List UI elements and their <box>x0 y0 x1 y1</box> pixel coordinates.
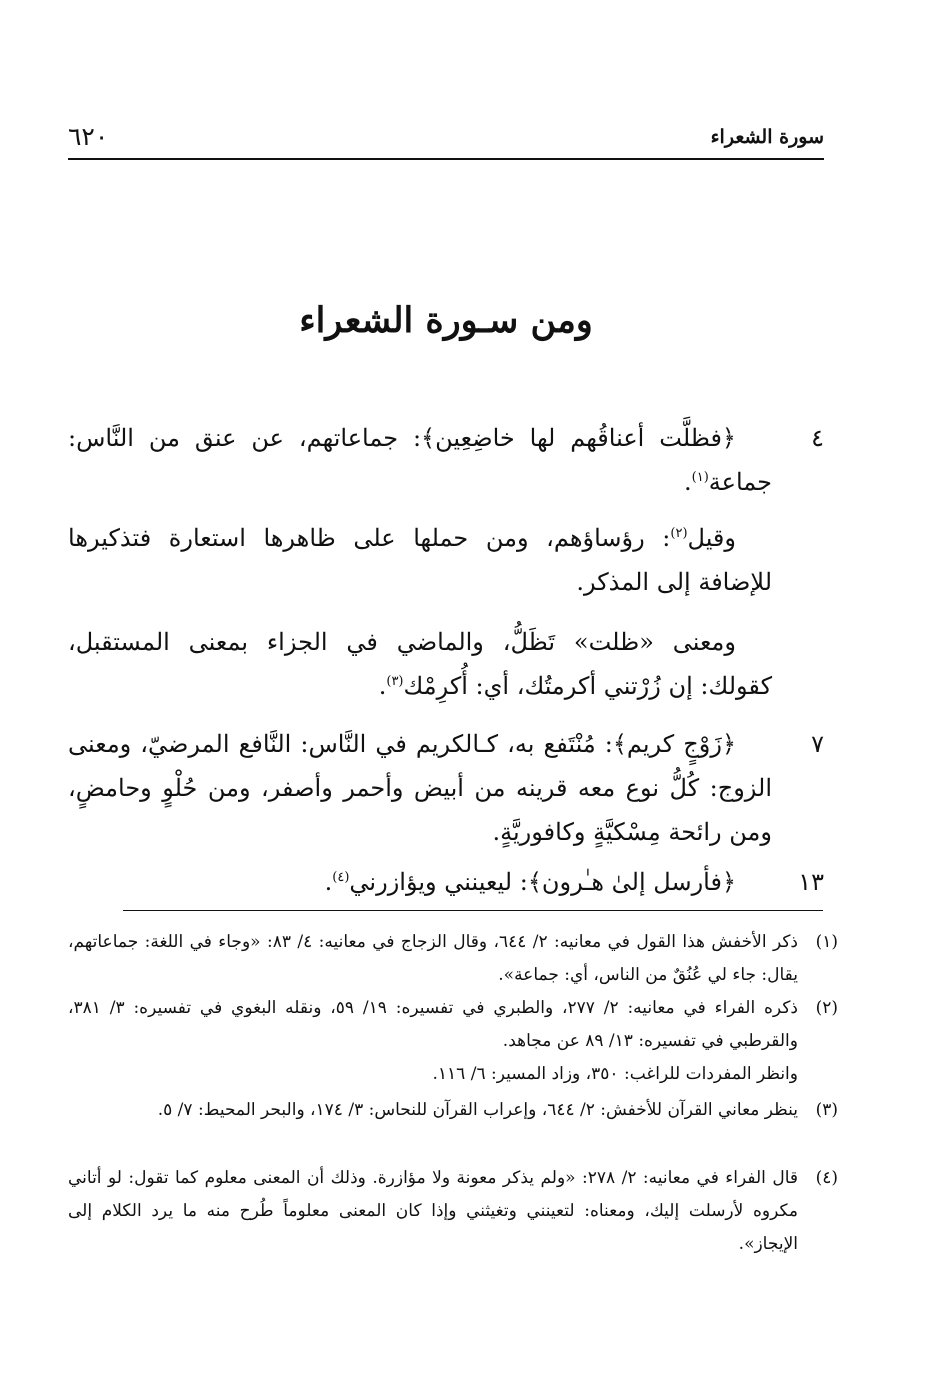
verse-entry-4 <box>68 416 824 504</box>
running-header <box>68 118 824 160</box>
footnote-2 <box>68 992 838 1091</box>
paragraph-text: ومعنى «ظلت» تَظَلُّ، والماضي في الجزاء بمعنى المستقبل، كقولك: إن زُرْتني أكرمتُك، أي: أُكرِمْك <box>68 628 772 700</box>
footnote-continuation: وانظر المفردات للراغب: ٣٥٠، وزاد المسير: ٦/ ١١٦. <box>432 1064 798 1084</box>
commentary-paragraph <box>68 620 772 708</box>
footnote-4 <box>68 1162 838 1261</box>
commentary-text: ﴿فأرسل إلىٰ هـٰرون﴾: ليعينني ويؤازرني <box>349 868 736 896</box>
verse-commentary <box>68 860 772 904</box>
footnote-body: ذكره الفراء في معانيه: ٢/ ٢٧٧، والطبري في تفسيره: ١٩/ ٥٩، ونقله البغوي في تفسيره: ٣/ ٣٨١، والقرطبي في تفسيره: ١٣/ ٨٩ عن مجاهد. <box>68 998 798 1051</box>
commentary-paragraph <box>68 516 772 604</box>
verse-entry-7 <box>68 722 824 854</box>
footnote-3 <box>68 1094 838 1127</box>
footnote-text <box>68 992 798 1091</box>
footnote-separator <box>123 910 823 911</box>
verse-number: ٧ <box>811 730 824 758</box>
footnote-text: ذكر الأخفش هذا القول في معانيه: ٢/ ٦٤٤، وقال الزجاج في معانيه: ٤/ ٨٣: «وجاء في اللغة: جماعاتهم، يقال: جاء لي عُنُقٌ من الناس، أي: جماعة». <box>68 932 798 985</box>
sentence-end: . <box>684 468 692 496</box>
verse-entry-13 <box>68 860 824 904</box>
footnote-number: (٢) <box>815 998 838 1018</box>
surah-heading: ومن سـورة الشعراء <box>299 300 593 341</box>
footnote-ref: (٤) <box>332 870 350 885</box>
page-number: ٦٢٠ <box>68 122 109 151</box>
footnote-ref: (٣) <box>386 674 404 689</box>
commentary-text: ﴿فظلَّت أعناقُهم لها خاضِعِين﴾: جماعاتهم، عن عنق من النَّاس: جماعة <box>68 424 772 496</box>
sentence-end: . <box>324 868 333 896</box>
paragraph-lead: وقيل <box>687 524 736 552</box>
footnote-1 <box>68 926 838 992</box>
footnote-text: قال الفراء في معانيه: ٢/ ٢٧٨: «ولم يذكر معونة ولا مؤازرة. وذلك أن المعنى معلوم كما تقول: لو أتاني مكروه لأرسلت إليك، ومعناه: لتعينني وتغيثني وإذا كان المعنى معلوماً طُرح منه ما يرد الكلام إلى الإيجاز». <box>68 1168 799 1254</box>
footnote-ref: (٢) <box>670 526 688 541</box>
footnote-number: (٤) <box>815 1168 838 1188</box>
verse-number: ٤ <box>811 424 824 452</box>
footnote-ref: (١) <box>691 470 709 485</box>
footnote-text: ينظر معاني القرآن للأخفش: ٢/ ٦٤٤، وإعراب القرآن للنحاس: ٣/ ١٧٤، والبحر المحيط: ٧/ ٥. <box>157 1100 798 1120</box>
verse-number: ١٣ <box>798 868 824 896</box>
footnote-number: (٣) <box>815 1100 838 1120</box>
verse-commentary: ﴿زَوْجٍ كريم﴾: مُنْتَفع به، كـالكريم في النَّاس: النَّافع المرضيّ، ومعنى الزوج: كُلُّ نوع معه قرينه من أبيض وأحمر وأصفر، ومن حُلْوٍ وحامضٍ، ومن رائحة مِسْكيَّةٍ وكافوريَّةٍ. <box>68 730 773 846</box>
verse-commentary <box>68 416 772 504</box>
footnote-number: (١) <box>815 932 838 952</box>
sentence-end: . <box>378 672 387 700</box>
paragraph-text: : رؤساؤهم، ومن حملها على ظاهرها استعارة فتذكيرها للإضافة إلى المذكر. <box>68 524 772 596</box>
running-title: سورة الشعراء <box>710 126 824 148</box>
